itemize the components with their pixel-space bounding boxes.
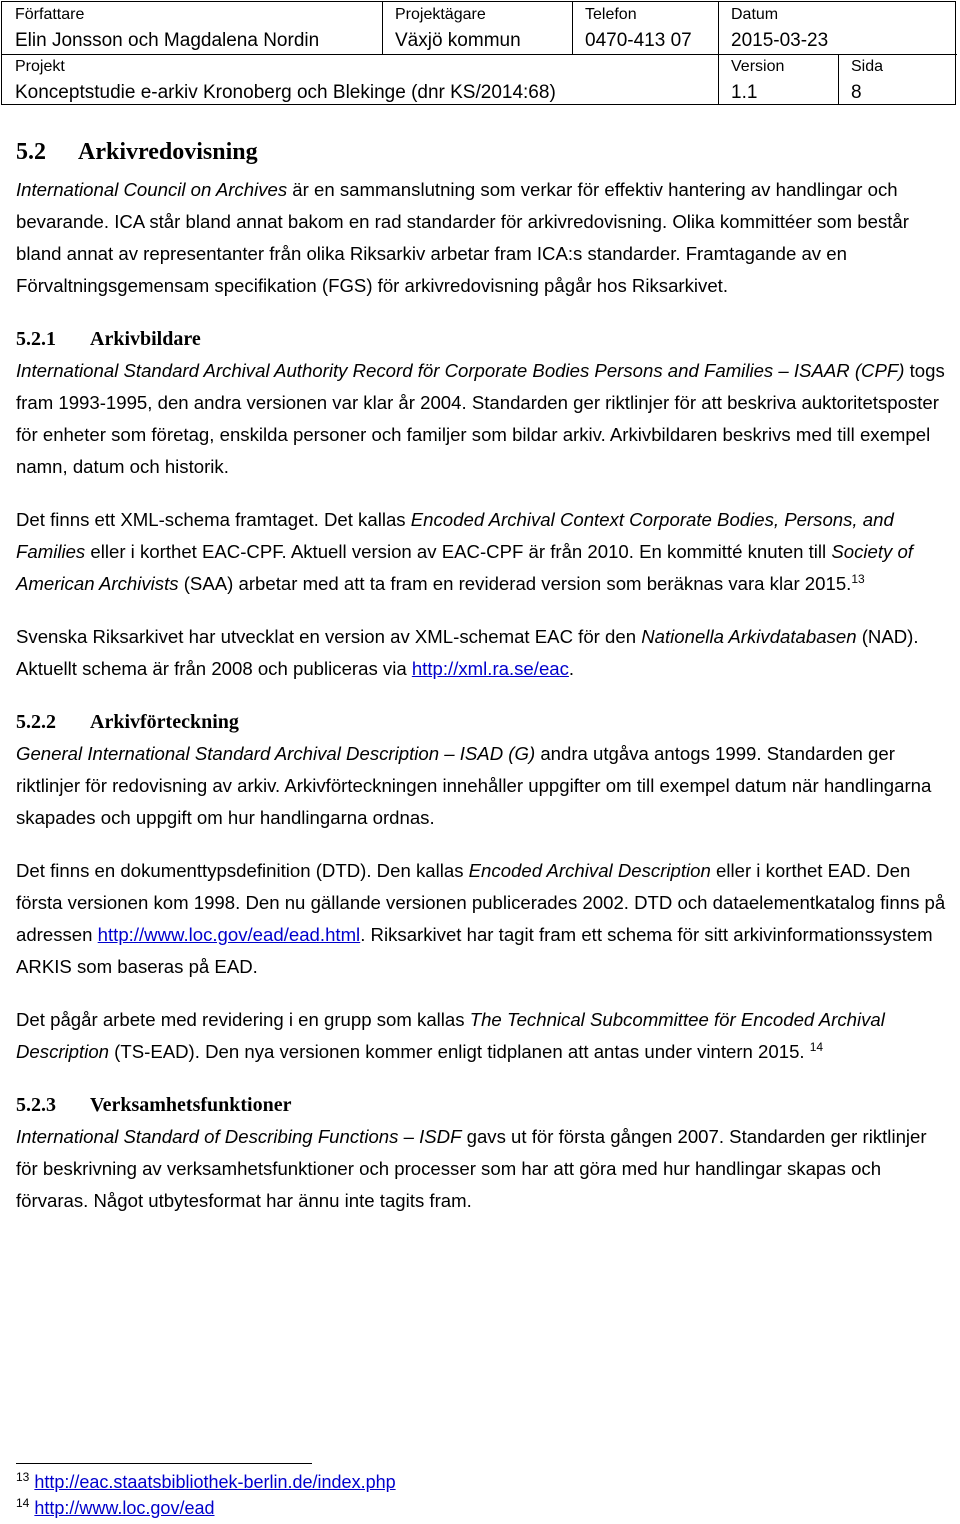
italic-term: The Technical Subcommittee för Encoded Archival Description bbox=[16, 1009, 885, 1062]
footnote-14 bbox=[16, 1496, 214, 1520]
paragraph-ts-ead bbox=[16, 1004, 948, 1068]
version-cell bbox=[718, 54, 838, 105]
paragraph-eac-cpf bbox=[16, 504, 948, 600]
italic-term: International Standard Archival Authority Record för Corporate Bodies Persons and Families – ISAAR (CPF) bbox=[16, 360, 905, 381]
date-cell bbox=[718, 2, 957, 53]
link-loc-ead-html[interactable]: http://www.loc.gov/ead/ead.html bbox=[97, 924, 361, 945]
paragraph-text: (SAA) arbetar med att ta fram en reviderad version som beräknas vara klar 2015. bbox=[178, 573, 852, 594]
paragraph-text: eller i korthet EAC-CPF. Aktuell version av EAC-CPF är från 2010. En kommitté knuten till bbox=[85, 541, 832, 562]
italic-term: International Council on Archives bbox=[16, 179, 288, 200]
footnote-13 bbox=[16, 1470, 396, 1494]
section-number: 5.2.3 bbox=[16, 1094, 56, 1116]
section-heading-5-2-2 bbox=[16, 706, 948, 738]
footnote-link[interactable]: http://www.loc.gov/ead bbox=[34, 1498, 215, 1518]
phone-value: 0470-413 07 bbox=[585, 30, 692, 51]
paragraph-text: gavs ut för första gången 2007. Standarden ger riktlinjer för beskrivning av verksamhetsfunktioner och processer som har att göra med hur handlingar skapas och förvaras. Något utbytesformat har ännu inte tagits fram. bbox=[16, 1126, 927, 1211]
section-title: Verksamhetsfunktioner bbox=[90, 1094, 292, 1116]
date-value: 2015-03-23 bbox=[731, 30, 829, 51]
section-heading-5-2-1 bbox=[16, 323, 948, 355]
paragraph-text: Det finns en dokumenttypsdefinition (DTD). Den kallas bbox=[16, 860, 469, 881]
paragraph-text: togs fram 1993-1995, den andra versionen var klar år 2004. Standarden ger riktlinjer för att beskriva auktoritetsposter för enheter som företag, enskilda personer och familjer som bildar arkiv. Arkivbildaren beskrivs med till exempel namn, datum och historik. bbox=[16, 360, 945, 477]
paragraph-ead bbox=[16, 855, 948, 983]
paragraph-text: . bbox=[568, 658, 575, 679]
section-number: 5.2.1 bbox=[16, 328, 56, 350]
version-value: 1.1 bbox=[731, 82, 758, 103]
footnote-number: 14 bbox=[16, 1496, 30, 1510]
italic-term: International Standard of Describing Functions – ISDF bbox=[16, 1126, 462, 1147]
phone-label: Telefon bbox=[585, 6, 637, 23]
section-title: Arkivförteckning bbox=[90, 711, 239, 733]
paragraph-text: eller i korthet EAD. Den första versionen kom 1998. Den nu gällande versionen publicerades 2002. DTD och dataelementkatalog finns på adressen bbox=[16, 860, 946, 945]
paragraph-text: Det finns ett XML-schema framtaget. Det kallas bbox=[16, 509, 411, 530]
project-value: Konceptstudie e-arkiv Kronoberg och Blekinge (dnr KS/2014:68) bbox=[15, 82, 556, 103]
paragraph-text: är en sammanslutning som verkar för effektiv hantering av handlingar och bevarande. ICA står bland annat bakom en rad standarder för arkivredovisning. Olika kommittéer som består bland annat av representanter från olika Riksarkiv arbetar fram ICA:s standarder. Framtagande av en Förvaltningsgemensam specifikation (FGS) för arkivredovisning pågår hos Riksarkivet. bbox=[16, 179, 909, 296]
paragraph-text: andra utgåva antogs 1999. Standarden ger riktlinjer för redovisning av arkiv. Arkivförteckningen innehåller uppgifter om till exempel datum när handlingarna skapades och uppgift om hur handlingarna ordnas. bbox=[16, 743, 932, 828]
date-label: Datum bbox=[731, 6, 779, 23]
author-value: Elin Jonsson och Magdalena Nordin bbox=[15, 30, 320, 51]
link-xml-ra-eac[interactable]: http://xml.ra.se/eac bbox=[411, 658, 569, 679]
owner-cell bbox=[382, 2, 572, 53]
italic-term: General International Standard Archival Description – ISAD (G) bbox=[16, 743, 536, 764]
paragraph-isaar bbox=[16, 355, 948, 483]
paragraph-text: Det pågår arbete med revidering i en grupp som kallas bbox=[16, 1009, 470, 1030]
section-number: 5.2 bbox=[16, 139, 46, 165]
section-number: 5.2.2 bbox=[16, 711, 56, 733]
paragraph-text: Svenska Riksarkivet har utvecklat en version av XML-schemat EAC för den bbox=[16, 626, 642, 647]
paragraph-ica bbox=[16, 174, 948, 302]
author-label: Författare bbox=[15, 6, 85, 23]
paragraph-text: (NAD). Aktuellt schema är från 2008 och publiceras via bbox=[16, 626, 919, 679]
italic-term: Encoded Archival Description bbox=[468, 860, 711, 881]
footnote-ref-13[interactable]: 13 bbox=[851, 571, 865, 586]
phone-cell bbox=[572, 2, 718, 53]
document-header-table bbox=[1, 1, 956, 105]
footnote-link[interactable]: http://eac.staatsbibliothek-berlin.de/index.php bbox=[34, 1472, 396, 1492]
italic-term: Society of American Archivists bbox=[16, 541, 913, 594]
paragraph-text: (TS-EAD). Den nya versionen kommer enligt tidplanen att antas under vintern 2015. bbox=[109, 1041, 810, 1062]
footnote-separator bbox=[16, 1463, 312, 1464]
author-cell bbox=[2, 2, 382, 53]
version-label: Version bbox=[731, 58, 785, 75]
page-value: 8 bbox=[851, 82, 862, 103]
paragraph-isdf bbox=[16, 1121, 948, 1217]
section-title: Arkivbildare bbox=[90, 328, 201, 350]
footnote-number: 13 bbox=[16, 1470, 30, 1484]
page-cell bbox=[838, 54, 957, 105]
document-body bbox=[16, 132, 948, 1217]
italic-term: Encoded Archival Context Corporate Bodies, Persons, and Families bbox=[16, 509, 894, 562]
paragraph-isad bbox=[16, 738, 948, 834]
paragraph-nad bbox=[16, 621, 948, 685]
owner-label: Projektägare bbox=[395, 6, 486, 23]
project-label: Projekt bbox=[15, 58, 65, 75]
italic-term: Nationella Arkivdatabasen bbox=[641, 626, 857, 647]
paragraph-text: . Riksarkivet har tagit fram ett schema för sitt arkivinformationssystem ARKIS som baseras på EAD. bbox=[16, 924, 933, 977]
section-title: Arkivredovisning bbox=[78, 139, 258, 165]
footnote-ref-14[interactable]: 14 bbox=[809, 1039, 824, 1054]
owner-value: Växjö kommun bbox=[395, 30, 521, 51]
project-cell bbox=[2, 54, 718, 105]
page-label: Sida bbox=[851, 58, 884, 75]
section-heading-5-2 bbox=[16, 132, 948, 172]
section-heading-5-2-3 bbox=[16, 1089, 948, 1121]
